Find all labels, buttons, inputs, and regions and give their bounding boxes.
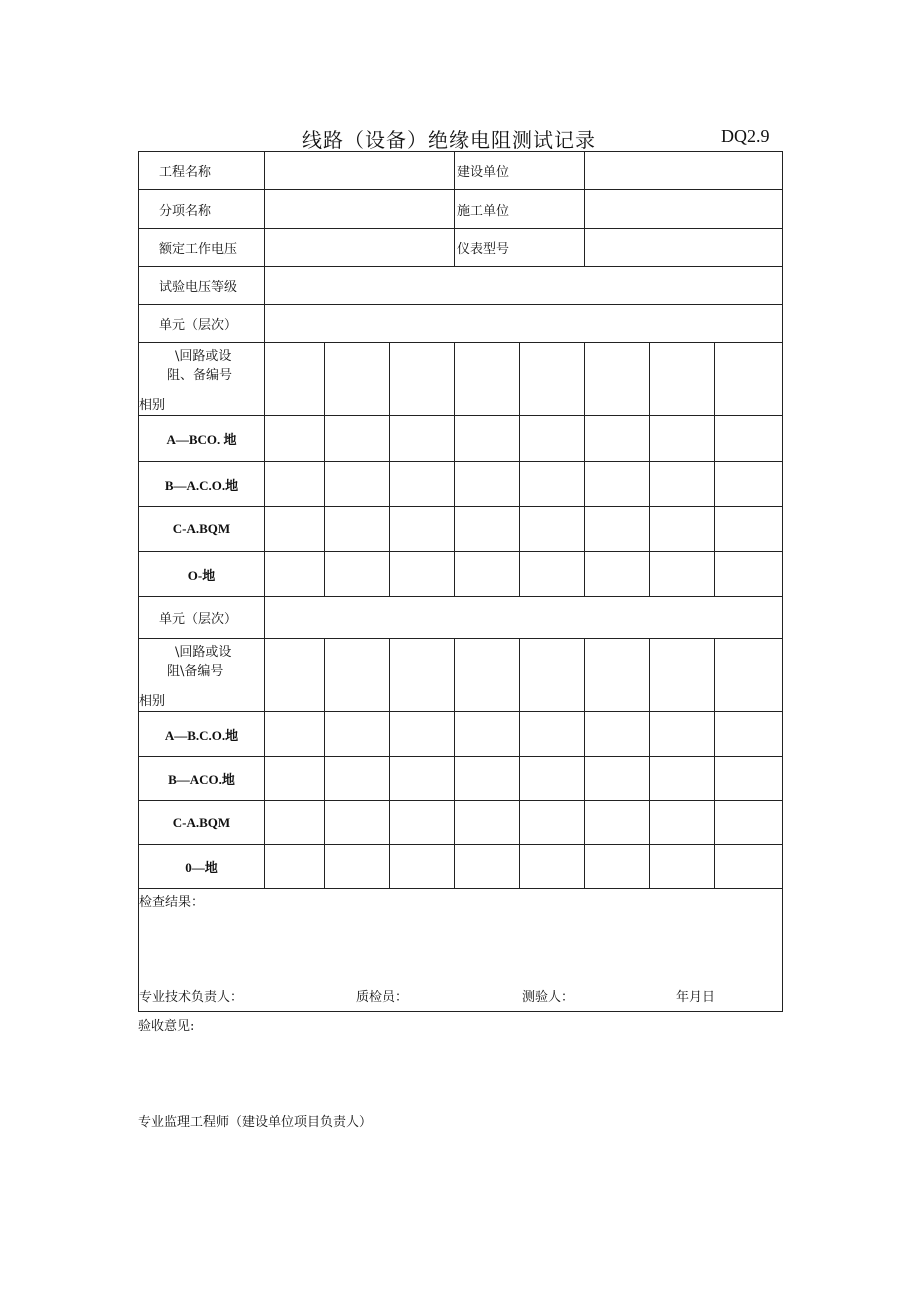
- value-cell[interactable]: [650, 552, 715, 597]
- circuit-header-row: [139, 343, 783, 416]
- value-cell[interactable]: [585, 712, 650, 757]
- value-cell[interactable]: [585, 462, 650, 507]
- value-cell[interactable]: [390, 416, 455, 462]
- row-project: [139, 152, 783, 190]
- phase-label: B—A.C.O.地: [139, 462, 265, 507]
- circuit-no-cell[interactable]: [520, 343, 585, 416]
- phase-row: [139, 462, 783, 507]
- circuit-no-cell[interactable]: [650, 639, 715, 712]
- phase-label: B—ACO.地: [139, 757, 265, 801]
- phase-label: A—B.C.O.地: [139, 712, 265, 757]
- value-cell[interactable]: [455, 507, 520, 552]
- unit-row: [139, 597, 783, 639]
- value-cell[interactable]: [265, 507, 325, 552]
- phase-row: [139, 552, 783, 597]
- diag-bottom-text: 相别: [139, 398, 166, 413]
- value-cell[interactable]: [650, 416, 715, 462]
- project-name-field[interactable]: [265, 152, 455, 190]
- sub-item-label: 分项名称: [139, 190, 265, 229]
- circuit-no-cell[interactable]: [585, 639, 650, 712]
- value-cell[interactable]: [265, 712, 325, 757]
- value-cell[interactable]: [265, 416, 325, 462]
- value-cell[interactable]: [455, 845, 520, 889]
- circuit-no-cell[interactable]: [585, 343, 650, 416]
- rated-voltage-field[interactable]: [265, 229, 455, 267]
- phase-label: O-地: [139, 552, 265, 597]
- value-cell[interactable]: [520, 552, 585, 597]
- value-cell[interactable]: [455, 552, 520, 597]
- value-cell[interactable]: [585, 757, 650, 801]
- value-cell[interactable]: [265, 757, 325, 801]
- supervisor-label: 专业监理工程师（建设单位项目负责人）: [138, 1115, 373, 1130]
- value-cell[interactable]: [585, 416, 650, 462]
- value-cell[interactable]: [390, 462, 455, 507]
- construction-unit-field[interactable]: [585, 152, 783, 190]
- value-cell[interactable]: [520, 416, 585, 462]
- value-cell[interactable]: [455, 462, 520, 507]
- inspection-result-heading: 检查结果：: [139, 895, 205, 910]
- value-cell[interactable]: [715, 552, 783, 597]
- phase-label: C-A.BQM: [139, 507, 265, 552]
- value-cell[interactable]: [390, 757, 455, 801]
- value-cell[interactable]: [715, 801, 783, 845]
- tech-lead-label: 专业技术负责人：: [139, 990, 244, 1005]
- value-cell[interactable]: [455, 416, 520, 462]
- test-voltage-label: 试验电压等级: [139, 267, 265, 305]
- unit-row: [139, 305, 783, 343]
- inspection-result-cell[interactable]: [139, 889, 783, 1012]
- circuit-no-cell[interactable]: [715, 343, 783, 416]
- phase-row: [139, 712, 783, 757]
- builder-unit-label: 施工单位: [455, 190, 585, 229]
- rated-voltage-label: 额定工作电压: [139, 229, 265, 267]
- value-cell[interactable]: [520, 507, 585, 552]
- circuit-header-row: [139, 639, 783, 712]
- value-cell[interactable]: [265, 462, 325, 507]
- unit-label: 单元（层次）: [139, 597, 265, 639]
- value-cell[interactable]: [650, 507, 715, 552]
- value-cell[interactable]: [715, 416, 783, 462]
- phase-label: 0—地: [139, 845, 265, 889]
- value-cell[interactable]: [650, 712, 715, 757]
- value-cell[interactable]: [325, 462, 390, 507]
- unit-label: 单元（层次）: [139, 305, 265, 343]
- value-cell[interactable]: [520, 801, 585, 845]
- value-cell[interactable]: [325, 507, 390, 552]
- meter-model-field[interactable]: [585, 229, 783, 267]
- phase-row: [139, 801, 783, 845]
- circuit-no-cell[interactable]: [390, 343, 455, 416]
- date-label: 年月日: [676, 990, 716, 1005]
- diag-bottom-text: 相别: [139, 694, 166, 709]
- phase-label: A—BCO. 地: [139, 416, 265, 462]
- insulation-test-form: [138, 151, 783, 1012]
- diag-top-text: \回路或设: [175, 645, 232, 660]
- value-cell[interactable]: [520, 462, 585, 507]
- value-cell[interactable]: [520, 712, 585, 757]
- value-cell[interactable]: [715, 507, 783, 552]
- value-cell[interactable]: [520, 757, 585, 801]
- value-cell[interactable]: [390, 712, 455, 757]
- phase-row: [139, 845, 783, 889]
- diagonal-header: [139, 343, 265, 416]
- tester-label: 测验人：: [522, 990, 575, 1005]
- circuit-no-cell[interactable]: [265, 343, 325, 416]
- value-cell[interactable]: [585, 552, 650, 597]
- project-name-label: 工程名称: [139, 152, 265, 190]
- phase-label: C-A.BQM: [139, 801, 265, 845]
- value-cell[interactable]: [325, 552, 390, 597]
- meter-model-label: 仪表型号: [455, 229, 585, 267]
- value-cell[interactable]: [650, 801, 715, 845]
- value-cell[interactable]: [325, 801, 390, 845]
- value-cell[interactable]: [650, 757, 715, 801]
- document-title: 线路（设备）绝缘电阻测试记录: [302, 128, 596, 152]
- row-subitem: [139, 190, 783, 229]
- row-test-voltage: [139, 267, 783, 305]
- phase-row: [139, 507, 783, 552]
- value-cell[interactable]: [390, 845, 455, 889]
- value-cell[interactable]: [325, 845, 390, 889]
- circuit-no-cell[interactable]: [650, 343, 715, 416]
- value-cell[interactable]: [715, 462, 783, 507]
- circuit-no-cell[interactable]: [265, 639, 325, 712]
- value-cell[interactable]: [650, 462, 715, 507]
- circuit-no-cell[interactable]: [455, 343, 520, 416]
- circuit-no-cell[interactable]: [520, 639, 585, 712]
- inspector-label: 质检员：: [356, 990, 409, 1005]
- circuit-no-cell[interactable]: [325, 639, 390, 712]
- row-voltage: [139, 229, 783, 267]
- value-cell[interactable]: [390, 507, 455, 552]
- circuit-no-cell[interactable]: [455, 639, 520, 712]
- unit-field[interactable]: [265, 597, 783, 639]
- phase-row: [139, 416, 783, 462]
- diag-mid-text: 阻、备编号: [167, 368, 233, 383]
- value-cell[interactable]: [390, 801, 455, 845]
- value-cell[interactable]: [715, 712, 783, 757]
- value-cell[interactable]: [715, 845, 783, 889]
- value-cell[interactable]: [265, 801, 325, 845]
- phase-row: [139, 757, 783, 801]
- value-cell[interactable]: [455, 801, 520, 845]
- diagonal-header: [139, 639, 265, 712]
- value-cell[interactable]: [325, 416, 390, 462]
- test-voltage-field[interactable]: [265, 267, 783, 305]
- value-cell[interactable]: [325, 757, 390, 801]
- acceptance-opinion-label: 验收意见:: [138, 1019, 195, 1034]
- value-cell[interactable]: [455, 712, 520, 757]
- value-cell[interactable]: [325, 712, 390, 757]
- value-cell[interactable]: [650, 845, 715, 889]
- sub-item-field[interactable]: [265, 190, 455, 229]
- value-cell[interactable]: [265, 845, 325, 889]
- diag-mid-text: 阻\备编号: [167, 664, 224, 679]
- value-cell[interactable]: [585, 845, 650, 889]
- unit-field[interactable]: [265, 305, 783, 343]
- document-code: DQ2.9: [721, 126, 770, 146]
- builder-unit-field[interactable]: [585, 190, 783, 229]
- circuit-no-cell[interactable]: [715, 639, 783, 712]
- value-cell[interactable]: [520, 845, 585, 889]
- circuit-no-cell[interactable]: [325, 343, 390, 416]
- diag-top-text: \回路或设: [175, 349, 232, 364]
- value-cell[interactable]: [390, 552, 455, 597]
- value-cell[interactable]: [455, 757, 520, 801]
- value-cell[interactable]: [265, 552, 325, 597]
- value-cell[interactable]: [585, 507, 650, 552]
- circuit-no-cell[interactable]: [390, 639, 455, 712]
- value-cell[interactable]: [585, 801, 650, 845]
- value-cell[interactable]: [715, 757, 783, 801]
- result-row: [139, 889, 783, 1012]
- construction-unit-label: 建设单位: [455, 152, 585, 190]
